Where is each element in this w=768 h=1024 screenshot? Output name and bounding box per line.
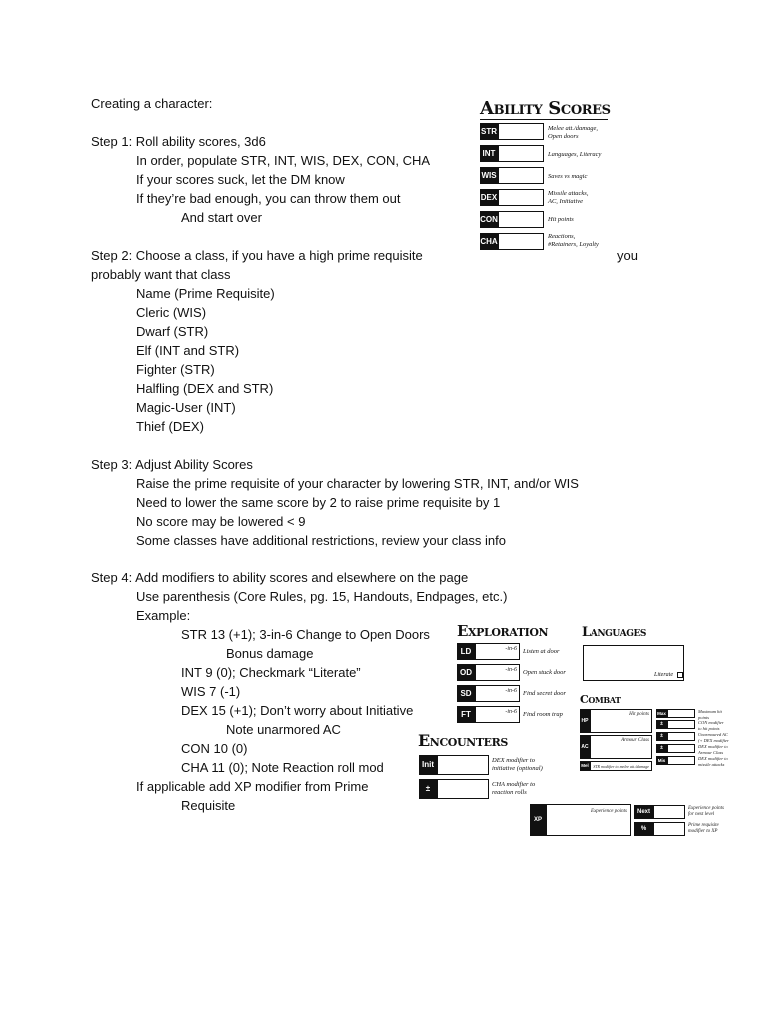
text-line: you <box>617 248 638 263</box>
example-line: STR 13 (+1); 3-in-6 Change to Open Doors <box>181 627 430 642</box>
max-hp-label: Max <box>657 711 666 716</box>
step-3-heading: Step 3: Adjust Ability Scores <box>91 457 253 472</box>
text-line: If your scores suck, let the DM know <box>136 172 345 187</box>
secret-door-note: Find secret door <box>523 690 567 697</box>
ability-scores-title: Ability Scores <box>480 98 611 119</box>
text-line: Example: <box>136 608 191 623</box>
example-line: CON 10 (0) <box>181 741 248 756</box>
listen-door-box[interactable] <box>475 643 520 660</box>
open-door-label: OD <box>457 664 475 681</box>
hp-caption: Hit points <box>629 712 649 717</box>
xp-caption: Experience points <box>591 809 627 814</box>
int-label: INT <box>480 145 498 162</box>
encounters-title: Encounters <box>418 731 508 750</box>
next-level-label: Next <box>634 805 653 819</box>
languages-box[interactable] <box>583 645 684 681</box>
text-line: If applicable add XP modifier from Prime <box>136 779 369 794</box>
text-line: And start over <box>181 210 262 225</box>
text-line: Some classes have additional restrictions, review your class info <box>136 533 506 548</box>
con-label: CON <box>480 211 498 228</box>
xp-box[interactable] <box>546 804 631 836</box>
text-line: In order, populate STR, INT, WIS, DEX, CON, CHA <box>136 153 431 168</box>
secret-door-label: SD <box>457 685 475 702</box>
step-1-heading: Step 1: Roll ability scores, 3d6 <box>91 134 266 149</box>
xp-modifier-label: % <box>634 822 653 836</box>
con-mod-note: CON modifier to hit points <box>698 720 724 731</box>
example-line: DEX 15 (+1); Don’t worry about Initiative <box>181 703 414 718</box>
encounters-sheet <box>417 731 559 803</box>
con-mod-label: ± <box>656 720 667 729</box>
dex-note: Missile attacks, AC, Initiative <box>548 190 589 205</box>
str-note: Melee att./damage, Open doors <box>548 125 598 140</box>
next-level-box[interactable] <box>653 805 685 819</box>
con-score-box[interactable] <box>498 211 544 228</box>
text-line: Raise the prime requisite of your character by lowering STR, INT, and/or WIS <box>136 476 579 491</box>
int-score-box[interactable] <box>498 145 544 162</box>
text-line: No score may be lowered < 9 <box>136 514 306 529</box>
text-line: Requisite <box>181 798 236 813</box>
max-hp-box[interactable] <box>667 709 695 718</box>
hp-label: HP <box>580 709 590 733</box>
exploration-title: Exploration <box>457 622 549 640</box>
wis-label: WIS <box>480 167 498 184</box>
room-trap-value: -in-6 <box>505 709 517 715</box>
step-2-heading: Step 2: Choose a class, if you have a high prime requisite <box>91 248 423 263</box>
reaction-label: ± <box>419 779 437 799</box>
con-note: Hit points <box>548 216 574 223</box>
dex-ac-label: ± <box>656 744 667 753</box>
ac-caption: Armour Class <box>621 738 649 743</box>
class-item: Elf (INT and STR) <box>136 343 240 358</box>
initiative-box[interactable] <box>437 755 489 775</box>
example-line: CHA 11 (0); Note Reaction roll mod <box>181 760 384 775</box>
missile-note: DEX modifier to missile attacks <box>698 756 728 767</box>
str-score-box[interactable] <box>498 123 544 140</box>
class-item: Cleric (WIS) <box>136 305 207 320</box>
cha-label: CHA <box>480 233 498 250</box>
doc-heading: Creating a character: <box>91 96 213 111</box>
missile-box[interactable] <box>667 756 695 765</box>
mel-box[interactable] <box>590 761 652 771</box>
open-door-note: Open stuck door <box>523 669 566 676</box>
ac-label: AC <box>580 735 590 759</box>
exploration-sheet <box>454 622 572 726</box>
dex-score-box[interactable] <box>498 189 544 206</box>
open-door-box[interactable] <box>475 664 520 681</box>
example-line: WIS 7 (-1) <box>181 684 241 699</box>
int-note: Languages, Literacy <box>548 151 602 158</box>
ability-scores-sheet <box>475 97 611 252</box>
str-label: STR <box>480 123 498 140</box>
max-hp-note: Maximum hit points <box>698 709 722 720</box>
mel-label: Mel <box>580 761 590 771</box>
xp-label: XP <box>530 804 546 836</box>
languages-sheet <box>580 624 686 684</box>
xp-modifier-note: Prime requisite modifier to XP <box>688 823 719 834</box>
experience-sheet <box>530 804 730 838</box>
mel-caption: STR modifier to melee att./damage <box>593 764 649 769</box>
class-item: Fighter (STR) <box>136 362 215 377</box>
unarmoured-ac-note: Unarmoured AC (+ DEX modifier <box>698 732 729 743</box>
room-trap-box[interactable] <box>475 706 520 723</box>
unarmoured-ac-box[interactable] <box>667 732 695 741</box>
combat-sheet <box>578 693 728 773</box>
listen-door-value: -in-6 <box>505 646 517 652</box>
room-trap-label: FT <box>457 706 475 723</box>
example-line: INT 9 (0); Checkmark “Literate” <box>181 665 361 680</box>
open-door-value: -in-6 <box>505 667 517 673</box>
cha-score-box[interactable] <box>498 233 544 250</box>
room-trap-note: Find room trap <box>523 711 563 718</box>
text-line: probably want that class <box>91 267 231 282</box>
reaction-note: CHA modifier to reaction rolls <box>492 781 536 796</box>
listen-door-note: Listen at door <box>523 648 560 655</box>
text-line: Name (Prime Requisite) <box>136 286 275 301</box>
languages-title: Languages <box>582 625 647 640</box>
text-line: Use parenthesis (Core Rules, pg. 15, Handouts, Endpages, etc.) <box>136 589 508 604</box>
next-level-note: Experience points for next level <box>688 806 724 817</box>
ac-box[interactable] <box>590 735 652 759</box>
step-4-heading: Step 4: Add modifiers to ability scores and elsewhere on the page <box>91 570 469 585</box>
literate-checkbox[interactable] <box>677 672 683 678</box>
listen-door-label: LD <box>457 643 475 660</box>
text-line: Need to lower the same score by 2 to raise prime requisite by 1 <box>136 495 501 510</box>
secret-door-value: -in-6 <box>505 688 517 694</box>
cha-note: Reactions, #Retainers, Loyalty <box>548 233 599 248</box>
dex-label: DEX <box>480 189 498 206</box>
unarmoured-ac-label: ± <box>656 732 667 741</box>
class-item: Dwarf (STR) <box>136 324 209 339</box>
secret-door-box[interactable] <box>475 685 520 702</box>
example-line: Bonus damage <box>226 646 314 661</box>
dex-ac-note: DEX modifier to Armour Class <box>698 744 728 755</box>
wis-score-box[interactable] <box>498 167 544 184</box>
dex-ac-box[interactable] <box>667 744 695 753</box>
text-line: If they’re bad enough, you can throw them out <box>136 191 401 206</box>
missile-label: Mis <box>657 758 666 763</box>
class-item: Halfling (DEX and STR) <box>136 381 274 396</box>
con-mod-box[interactable] <box>667 720 695 729</box>
hp-box[interactable] <box>590 709 652 733</box>
reaction-box[interactable] <box>437 779 489 799</box>
xp-modifier-box[interactable] <box>653 822 685 836</box>
wis-note: Saves vs magic <box>548 173 588 180</box>
combat-title: Combat <box>580 693 621 706</box>
initiative-note: DEX modifier to initiative (optional) <box>492 757 543 772</box>
literate-label: Literate <box>654 672 673 678</box>
class-item: Thief (DEX) <box>136 419 204 434</box>
example-line: Note unarmored AC <box>226 722 341 737</box>
initiative-label: Init <box>419 755 437 775</box>
class-item: Magic-User (INT) <box>136 400 236 415</box>
